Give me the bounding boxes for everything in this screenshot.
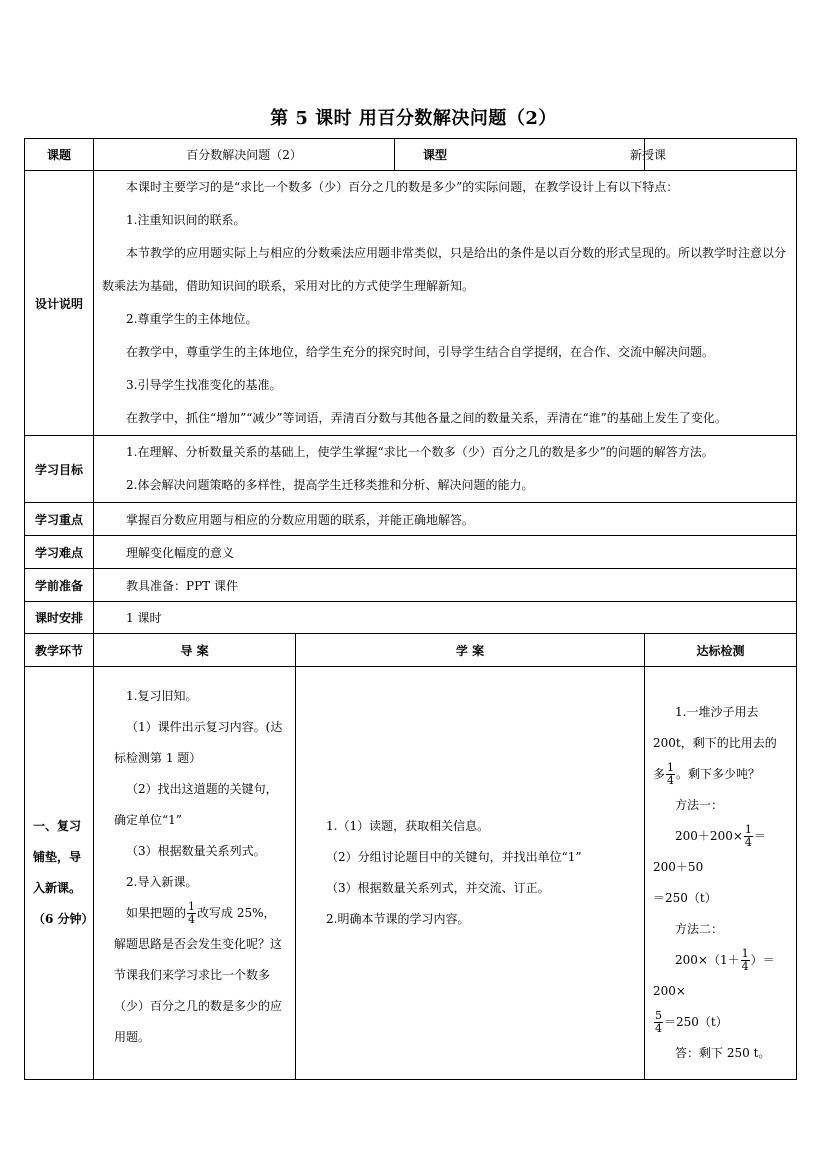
- column-check: 达标检测: [645, 634, 797, 667]
- design-paragraph: 本节教学的应用题实际上与相应的分数乘法应用题非常类似，只是给出的条件是以百分数的形式呈现的。所以教学时注意以分数乘法为基础，借助知识间的联系，采用对比的方式使学生理解新知。: [102, 246, 787, 293]
- fraction-denominator: 4: [667, 774, 675, 787]
- guide-text: 改写成 25%，解题思路是否会发生变化呢？这节课我们来学习求比一个数多（少）百分之几的数是多少的应用题。: [114, 906, 283, 1044]
- design-paragraph: 本课时主要学习的是“求比一个数多（少）百分之几的数是多少”的实际问题，在教学设计上有以下特点：: [126, 180, 679, 194]
- check-text: 200＋200×: [675, 829, 743, 843]
- preparation-row: [25, 569, 797, 602]
- fraction-denominator: 4: [655, 1022, 663, 1035]
- key-point-label: 学习重点: [25, 503, 94, 536]
- preparation-label: 学前准备: [25, 569, 94, 602]
- goals-label: 学习目标: [25, 436, 94, 503]
- stage1-line: 入新课。: [33, 881, 82, 895]
- schedule-row: [25, 602, 797, 634]
- difficulty-row: [25, 536, 797, 569]
- stage1-row: [25, 667, 797, 1080]
- fraction-numerator: 1: [741, 947, 749, 960]
- fraction-numerator: 1: [667, 761, 675, 774]
- check-equation: [653, 945, 788, 1007]
- column-study: 学 案: [296, 634, 645, 667]
- check-equation: [653, 821, 788, 883]
- check-text: ＝200＋50: [653, 829, 766, 874]
- lesson-plan-table: [24, 138, 797, 1080]
- header-row: [25, 139, 797, 171]
- check-text: 200×（1＋: [675, 953, 740, 967]
- check-method: 方法一：: [675, 798, 724, 812]
- check-question: [653, 697, 788, 790]
- difficulty-label: 学习难点: [25, 536, 94, 569]
- check-method: 方法二：: [675, 922, 724, 936]
- stage1-line: （6 分钟）: [33, 912, 94, 926]
- guide-paragraph: [114, 898, 285, 1053]
- goal-item: 2.体会解决问题策略的多样性，提高学生迁移类推和分析、解决问题的能力。: [126, 478, 534, 492]
- fraction-one-quarter: [187, 901, 196, 926]
- design-row: [25, 171, 797, 436]
- column-guide: 导 案: [94, 634, 296, 667]
- check-text: ＝250（t）: [664, 1015, 728, 1029]
- fraction-one-quarter: [741, 948, 750, 973]
- design-paragraph: 在教学中，尊重学生的主体地位，给学生充分的探究时间，引导学生结合自学提纲，在合作、交流中解决问题。: [126, 345, 715, 359]
- schedule-label: 课时安排: [25, 602, 94, 634]
- guide-content: [94, 667, 296, 1080]
- guide-text: 如果把题的: [126, 906, 187, 920]
- type-value-text: 新授课: [630, 148, 667, 162]
- study-paragraph: （2）分组讨论题目中的关键句，并找出单位“1”: [326, 850, 582, 864]
- column-stage: 教学环节: [25, 634, 94, 667]
- stage1-label: [25, 667, 94, 1080]
- fraction-numerator: 1: [188, 900, 196, 913]
- fraction-denominator: 4: [188, 913, 196, 926]
- guide-paragraph: （2）找出这道题的关键句，确定单位“1”: [114, 782, 278, 827]
- study-paragraph: （3）根据数量关系列式，并交流、订正。: [326, 881, 550, 895]
- design-label: 设计说明: [25, 171, 94, 436]
- design-paragraph: 2.尊重学生的主体地位。: [126, 312, 258, 326]
- goal-item: 1.在理解、分析数量关系的基础上，使学生掌握“求比一个数多（少）百分之几的数是多少”的问题的解答方法。: [126, 445, 714, 459]
- guide-paragraph: 1.复习旧知。: [126, 689, 198, 703]
- fraction-one-quarter: [744, 824, 753, 849]
- goals-row: [25, 436, 797, 503]
- key-point-value: 掌握百分数应用题与相应的分数应用题的联系，并能正确地解答。: [94, 503, 797, 536]
- study-paragraph: 2.明确本节课的学习内容。: [326, 912, 470, 926]
- fraction-five-quarters: [654, 1010, 663, 1035]
- design-paragraph: 3.引导学生找准变化的基准。: [126, 378, 282, 392]
- difficulty-value: 理解变化幅度的意义: [94, 536, 797, 569]
- check-content: [645, 667, 797, 1080]
- design-paragraph: 1.注重知识间的联系。: [126, 213, 246, 227]
- check-text: 。剩下多少吨？: [676, 767, 761, 781]
- key-point-row: [25, 503, 797, 536]
- check-equation: [653, 1007, 788, 1038]
- columns-header-row: [25, 634, 797, 667]
- fraction-denominator: 4: [741, 960, 749, 973]
- guide-paragraph: 2.导入新课。: [126, 875, 198, 889]
- guide-paragraph: （3）根据数量关系列式。: [126, 844, 266, 858]
- check-text: 1.一堆沙子用去 200t，剩下的比用去的多: [653, 705, 777, 781]
- fraction-numerator: 1: [744, 823, 752, 836]
- stage1-line: 铺垫，导: [33, 850, 82, 864]
- stage1-line: 一、复习: [33, 819, 82, 833]
- type-label: 课型: [395, 139, 645, 171]
- study-paragraph: 1.（1）读题，获取相关信息。: [326, 819, 490, 833]
- page-title: 第 5 课时 用百分数解决问题（2）: [270, 108, 557, 129]
- topic-value: 百分数解决问题（2）: [94, 139, 395, 171]
- fraction-one-quarter: [666, 762, 675, 787]
- schedule-value: 1 课时: [94, 602, 797, 634]
- type-value: [630, 139, 797, 171]
- guide-paragraph: （1）课件出示复习内容。(达标检测第 1 题）: [114, 720, 283, 765]
- goals-content: [94, 436, 797, 503]
- topic-label: 课题: [25, 139, 94, 171]
- fraction-numerator: 5: [655, 1009, 663, 1022]
- check-answer: 答：剩下 250 t。: [675, 1046, 771, 1060]
- check-equation: ＝250（t）: [653, 891, 717, 905]
- design-content: [94, 171, 797, 436]
- design-paragraph: 在教学中，抓住“增加”“减少”等词语，弄清百分数与其他各量之间的数量关系，弄清在“谁”的基础上发生了变化。: [126, 411, 727, 425]
- preparation-value: 教具准备：PPT 课件: [94, 569, 797, 602]
- study-content: [296, 667, 645, 1080]
- check-text: ）＝200×: [653, 953, 775, 998]
- fraction-denominator: 4: [744, 836, 752, 849]
